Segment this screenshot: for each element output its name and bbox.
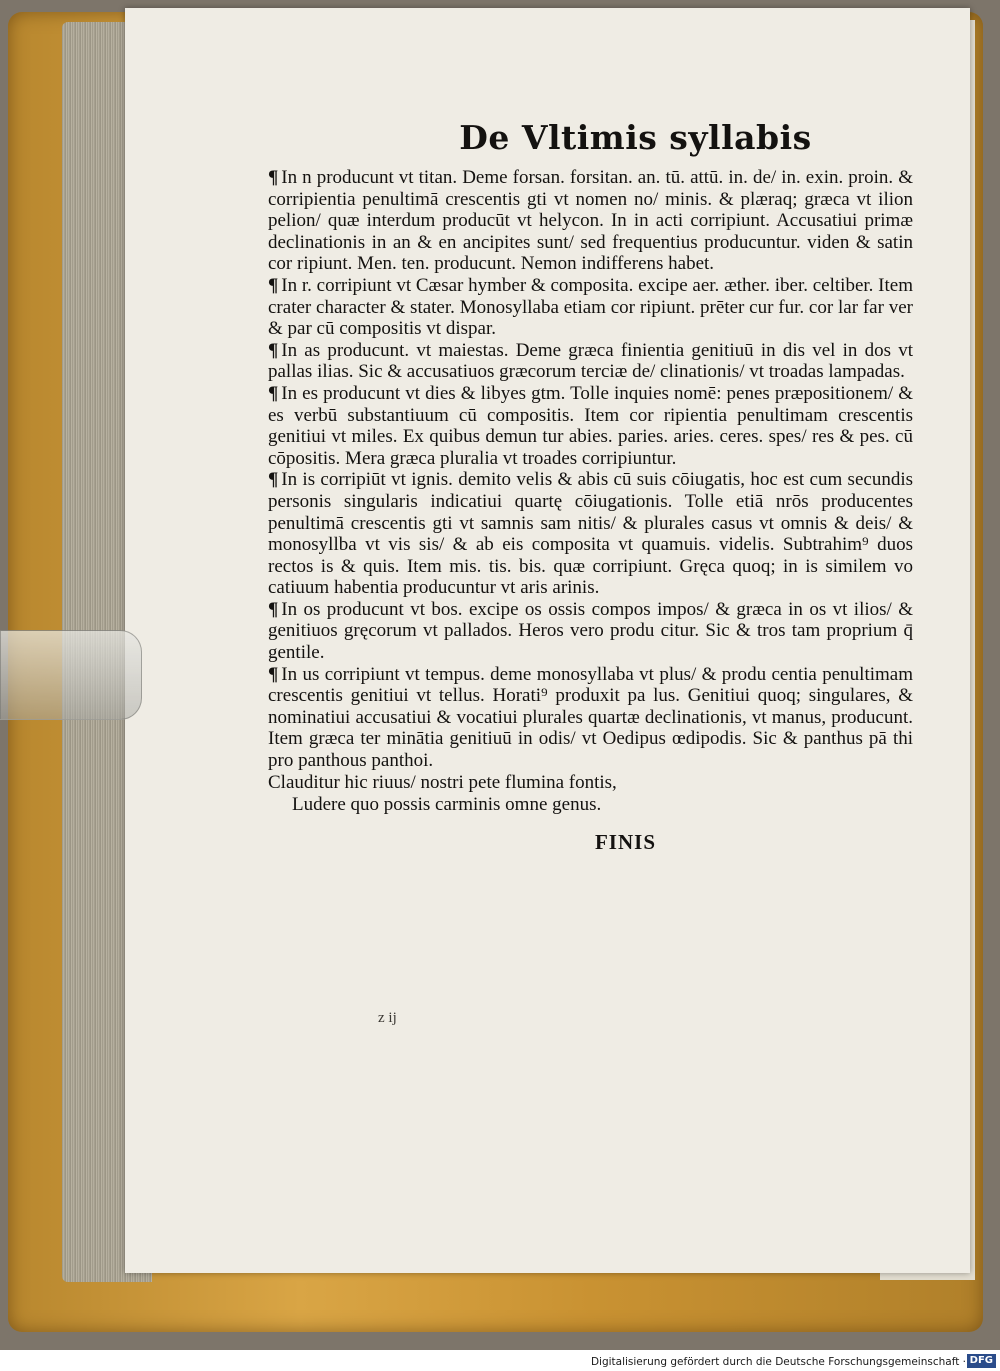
footer-bar [0,1350,1000,1371]
dfg-logo: DFG [967,1354,996,1368]
paragraph [268,167,913,275]
page-text-block [268,118,913,855]
pilcrow-mark: ¶ [268,382,279,404]
paragraph [268,469,913,599]
paragraph [268,275,913,340]
paragraph-text: In r. corripiunt vt Cæsar hymber & composita. excipe aer. æther. iber. celtiber. Item crater character & stater. Monosyllaba etiam cor ripiunt. prēter cur fur. cor lar far ver & par cū compositis vt dispar. [268,274,913,340]
pilcrow-mark: ¶ [268,274,279,296]
verse-line: Ludere quo possis carminis omne genus. [292,793,602,815]
pilcrow-mark: ¶ [268,598,279,620]
bookmark-strip [0,630,142,720]
finis-label: FINIS [594,829,657,854]
paragraph [268,664,913,772]
paragraph-text: In n producunt vt titan. Deme forsan. forsitan. an. tū. attū. in. de/ in. exin. proin. & corripientia penultimā crescentis gti vt nomen no/ minis. & plæraq; græca vt ilion pelion/ quæ interdum producūt vt helycon. In in acti corripiunt. Accusatiui primæ declinationis in an & en ancipites sunt/ sed frequentius producuntur. viden & satin cor ripiunt. Men. ten. producunt. Nemon indifferens habet. [268,167,913,275]
paragraph-text: In as producunt. vt maiestas. Deme græca finientia genitiuū in dis vel in dos vt pallas ilias. Sic & accusatiuos græcorum terciæ de/ clinationis/ vt troadas lampadas. [268,339,913,383]
pilcrow-mark: ¶ [268,663,279,685]
paragraph-text: In os producunt vt bos. excipe os ossis compos impos/ & græca in os vt ilios/ & genitiuos gręcorum vt pallados. Heros vero produ citur. Sic & tros tam proprium q̄ gentile. [268,598,913,664]
pilcrow-mark: ¶ [268,167,279,188]
paragraph-text: In es producunt vt dies & libyes gtm. Tolle inquies nomē: penes præpositionem/ & es verbū substantiuum cū compositis. Item cor ripientia penultimam crescentis genitiui vt miles. Ex quibus demun tur abies. paries. aries. ceres. spes/ res & pes. cū cōpositis. Mera græca pluralia vt troades corripiuntur. [268,382,913,469]
paragraph [268,383,913,469]
paragraph-text: In is corripiūt vt ignis. demito velis & abis cū suis cōiugatis, hoc est cum secundis personis singularis indicatiui quartę cōiugationis. Tolle etiā nrōs producentes penultimā crescentis gti vt samnis sam nitis/ & plurales casus vt omnis & deis/ & monosyllba vt vis sis/ & ab eis composita vt quamuis. videlis. Subtrahim⁹ duos rectos is & quis. Item mis. tis. bis. quæ corripiunt. Gręca quoq; in is similem vo catiuum habentia producuntur vt aris arinis. [268,469,913,599]
pilcrow-mark: ¶ [268,339,279,361]
paragraph [268,340,913,383]
paragraph-text: In us corripiunt vt tempus. deme monosyllaba vt plus/ & produ centia penultimam crescentis genitiui vt tellus. Horati⁹ produxit pa lus. Genitiui quoq; singulares, & nominatiui accusatiui & vocatiui plurales quartæ declinationis, vt manus, producunt. Item græca ter minātia genitiuū in odis/ vt Oedipus œdipodis. Sic & panthus pā thi pro panthous panthoi. [268,663,913,772]
verse-line: Clauditur hic riuus/ nostri pete flumina fontis, [268,771,617,793]
signature-mark: z ij [378,1010,397,1026]
paragraph [268,599,913,664]
footer-credit: Digitalisierung gefördert durch die Deutsche Forschungsgemeinschaft · [590,1356,966,1368]
page-heading: De Vltimis syllabis [459,118,812,157]
pilcrow-mark: ¶ [268,469,279,491]
